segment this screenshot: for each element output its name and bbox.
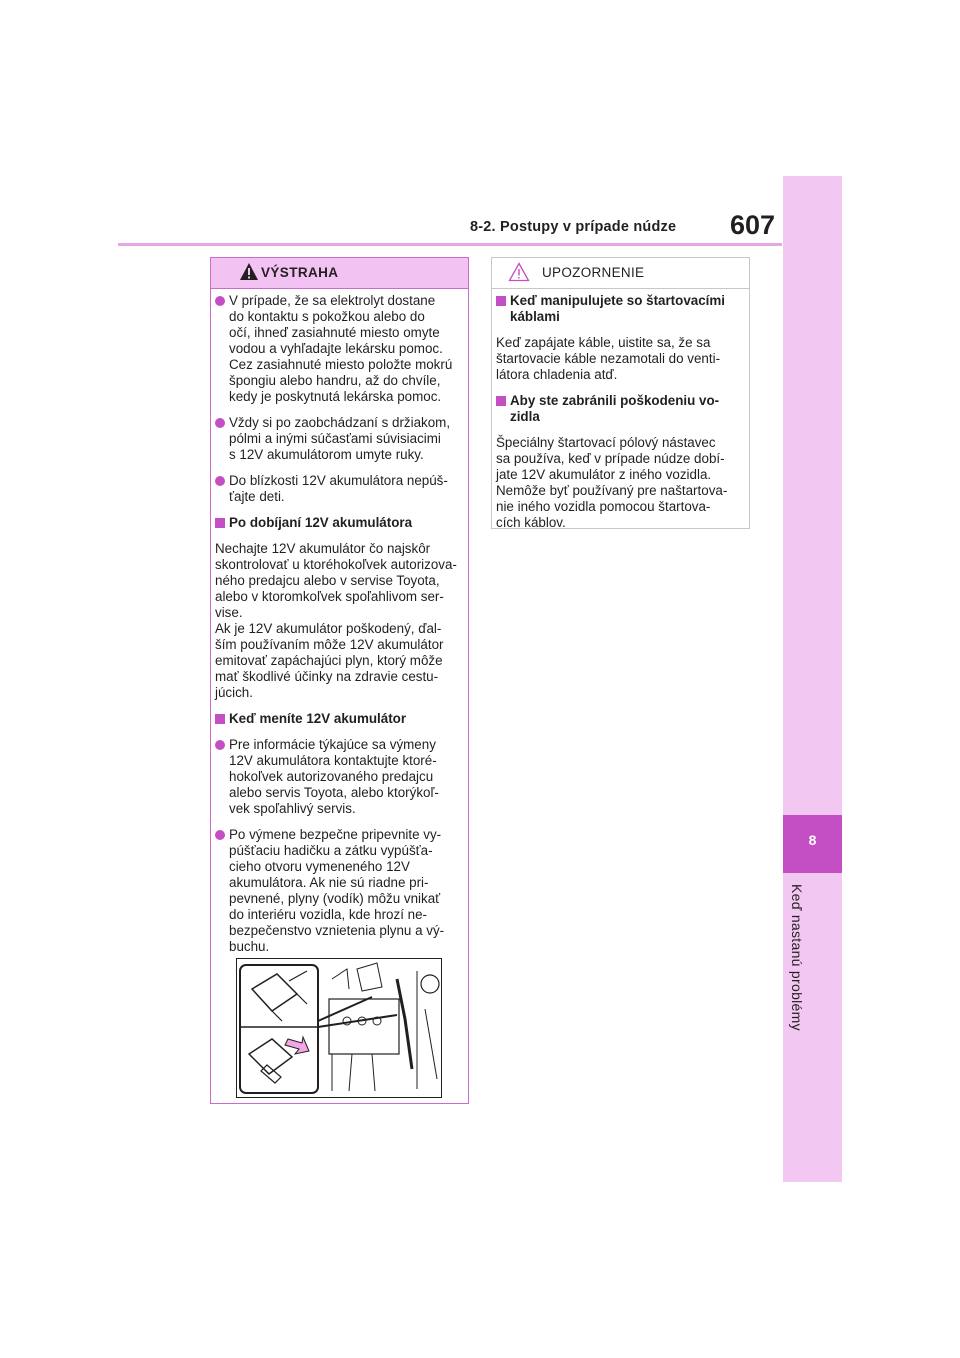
text-line: Aby ste zabránili poškodeniu vo- [510, 393, 720, 408]
header-rule [118, 243, 782, 246]
notice-body-cables [496, 335, 743, 383]
text-line: látora chladenia atď. [496, 367, 618, 382]
text-line: bezpečenstvo vznietenia plynu a vý- [229, 923, 445, 938]
warning-item-1 [215, 293, 462, 405]
text-line: Ak je 12V akumulátor poškodený, ďal- [215, 621, 442, 636]
text-line: do interiéru vozidla, kde hrozí ne- [229, 907, 427, 922]
bullet-icon [215, 418, 225, 428]
caution-triangle-icon [508, 262, 530, 282]
text-line: pevnené, plyny (vodík) môžu vnikať [229, 891, 441, 906]
replacing-item-2 [215, 827, 462, 955]
text-line: Pre informácie týkajúce sa výmeny [229, 737, 436, 752]
warning-item-2 [215, 415, 462, 463]
text-line: mať škodlivé účinky na zdravie cestu- [215, 669, 439, 684]
notice-body-damage [496, 435, 743, 531]
page-number: 607 [730, 210, 776, 240]
text-line: V prípade, že sa elektrolyt dostane [229, 293, 436, 308]
chapter-number: 8 [808, 832, 817, 848]
text-line: Nechajte 12V akumulátor čo najskôr [215, 541, 431, 556]
square-bullet-icon [496, 296, 506, 306]
bullet-icon [215, 740, 225, 750]
text-line: Po výmene bezpečne pripevnite vy- [229, 827, 442, 842]
text-line: vodou a vyhľadajte lekársku pomoc. [229, 341, 443, 356]
text-line: Do blízkosti 12V akumulátora nepúš- [229, 473, 448, 488]
text-line: cích káblov. [496, 515, 566, 530]
warning-title: VÝSTRAHA [261, 265, 339, 280]
replacing-item-1 [215, 737, 462, 817]
text-line: jate 12V akumulátor z iného vozidla. [496, 467, 712, 482]
battery-illustration-drawing [237, 959, 441, 1097]
text-line: Nemôže byť používaný pre naštartova- [496, 483, 728, 498]
text-line: Keď manipulujete so štartovacími [510, 293, 726, 308]
text-line: vise. [215, 605, 243, 620]
notice-content [492, 289, 749, 531]
text-line: vek spoľahlivý servis. [229, 801, 356, 816]
text-line: skontrolovať u ktoréhokoľvek autorizova- [215, 557, 457, 572]
notice-heading-damage [496, 393, 743, 425]
text-line: ťajte deti. [229, 489, 285, 504]
chapter-label: Keď nastanú problémy [789, 884, 805, 1031]
notice-box [491, 257, 750, 529]
text-line: pólmi a inými súčasťami súvisiacimi [229, 431, 441, 446]
warning-header [211, 258, 468, 289]
text-line: očí, ihneď zasiahnuté miesto omyte [229, 325, 440, 340]
text-line: ším používaním môže 12V akumulátor [215, 637, 444, 652]
section-heading-replacing: Keď meníte 12V akumulátor [215, 711, 462, 727]
notice-heading-cables [496, 293, 743, 325]
text-line: cieho otvoru vymeneného 12V [229, 859, 410, 874]
notice-header [492, 258, 749, 289]
text-line: Špeciálny štartovací pólový nástavec [496, 435, 716, 450]
text-line: do kontaktu s pokožkou alebo do [229, 309, 425, 324]
bullet-icon [215, 830, 225, 840]
bullet-icon [215, 296, 225, 306]
square-bullet-icon [215, 518, 225, 528]
section-title: 8-2. Postupy v prípade núdze [470, 219, 677, 235]
text-line: 12V akumulátora kontaktujte ktoré- [229, 753, 437, 768]
text-line: nie iného vozidla pomocou štartova- [496, 499, 711, 514]
battery-vent-illustration [236, 958, 442, 1098]
text-line: hokoľvek autorizovaného predajcu [229, 769, 434, 784]
text-line: špongiu alebo handru, až do chvíle, [229, 373, 441, 388]
warning-triangle-icon [239, 262, 259, 281]
text-line: alebo servis Toyota, alebo ktorýkoľ- [229, 785, 439, 800]
square-bullet-icon [496, 396, 506, 406]
text-line: káblami [510, 309, 560, 324]
text-line: emitovať zapáchajúci plyn, ktorý môže [215, 653, 443, 668]
text-line: zidla [510, 409, 540, 424]
text-line: Cez zasiahnuté miesto položte mokrú [229, 357, 453, 372]
section-body-after-charging [215, 541, 462, 701]
text-line: buchu. [229, 939, 270, 954]
bullet-icon [215, 476, 225, 486]
text-line: alebo v ktoromkoľvek spoľahlivom ser- [215, 589, 444, 604]
text-line: s 12V akumulátorom umyte ruky. [229, 447, 424, 462]
text-line: ného predajcu alebo v servise Toyota, [215, 573, 440, 588]
warning-content [211, 289, 468, 955]
text-line: akumulátora. Ak nie sú riadne pri- [229, 875, 429, 890]
text-line: kedy je poskytnutá lekárska pomoc. [229, 389, 442, 404]
notice-title: UPOZORNENIE [542, 265, 645, 280]
warning-item-3 [215, 473, 462, 505]
text-line: Vždy si po zaobchádzaní s držiakom, [229, 415, 451, 430]
text-line: Keď zapájate káble, uistite sa, že sa [496, 335, 711, 350]
square-bullet-icon [215, 714, 225, 724]
text-line: púšťaciu hadičku a zátku vypúšťa- [229, 843, 433, 858]
section-heading-after-charging: Po dobíjaní 12V akumulátora [215, 515, 462, 531]
text-line: júcich. [215, 685, 253, 700]
text-line: štartovacie káble nezamotali do venti- [496, 351, 721, 366]
text-line: sa používa, keď v prípade núdze dobí- [496, 451, 725, 466]
